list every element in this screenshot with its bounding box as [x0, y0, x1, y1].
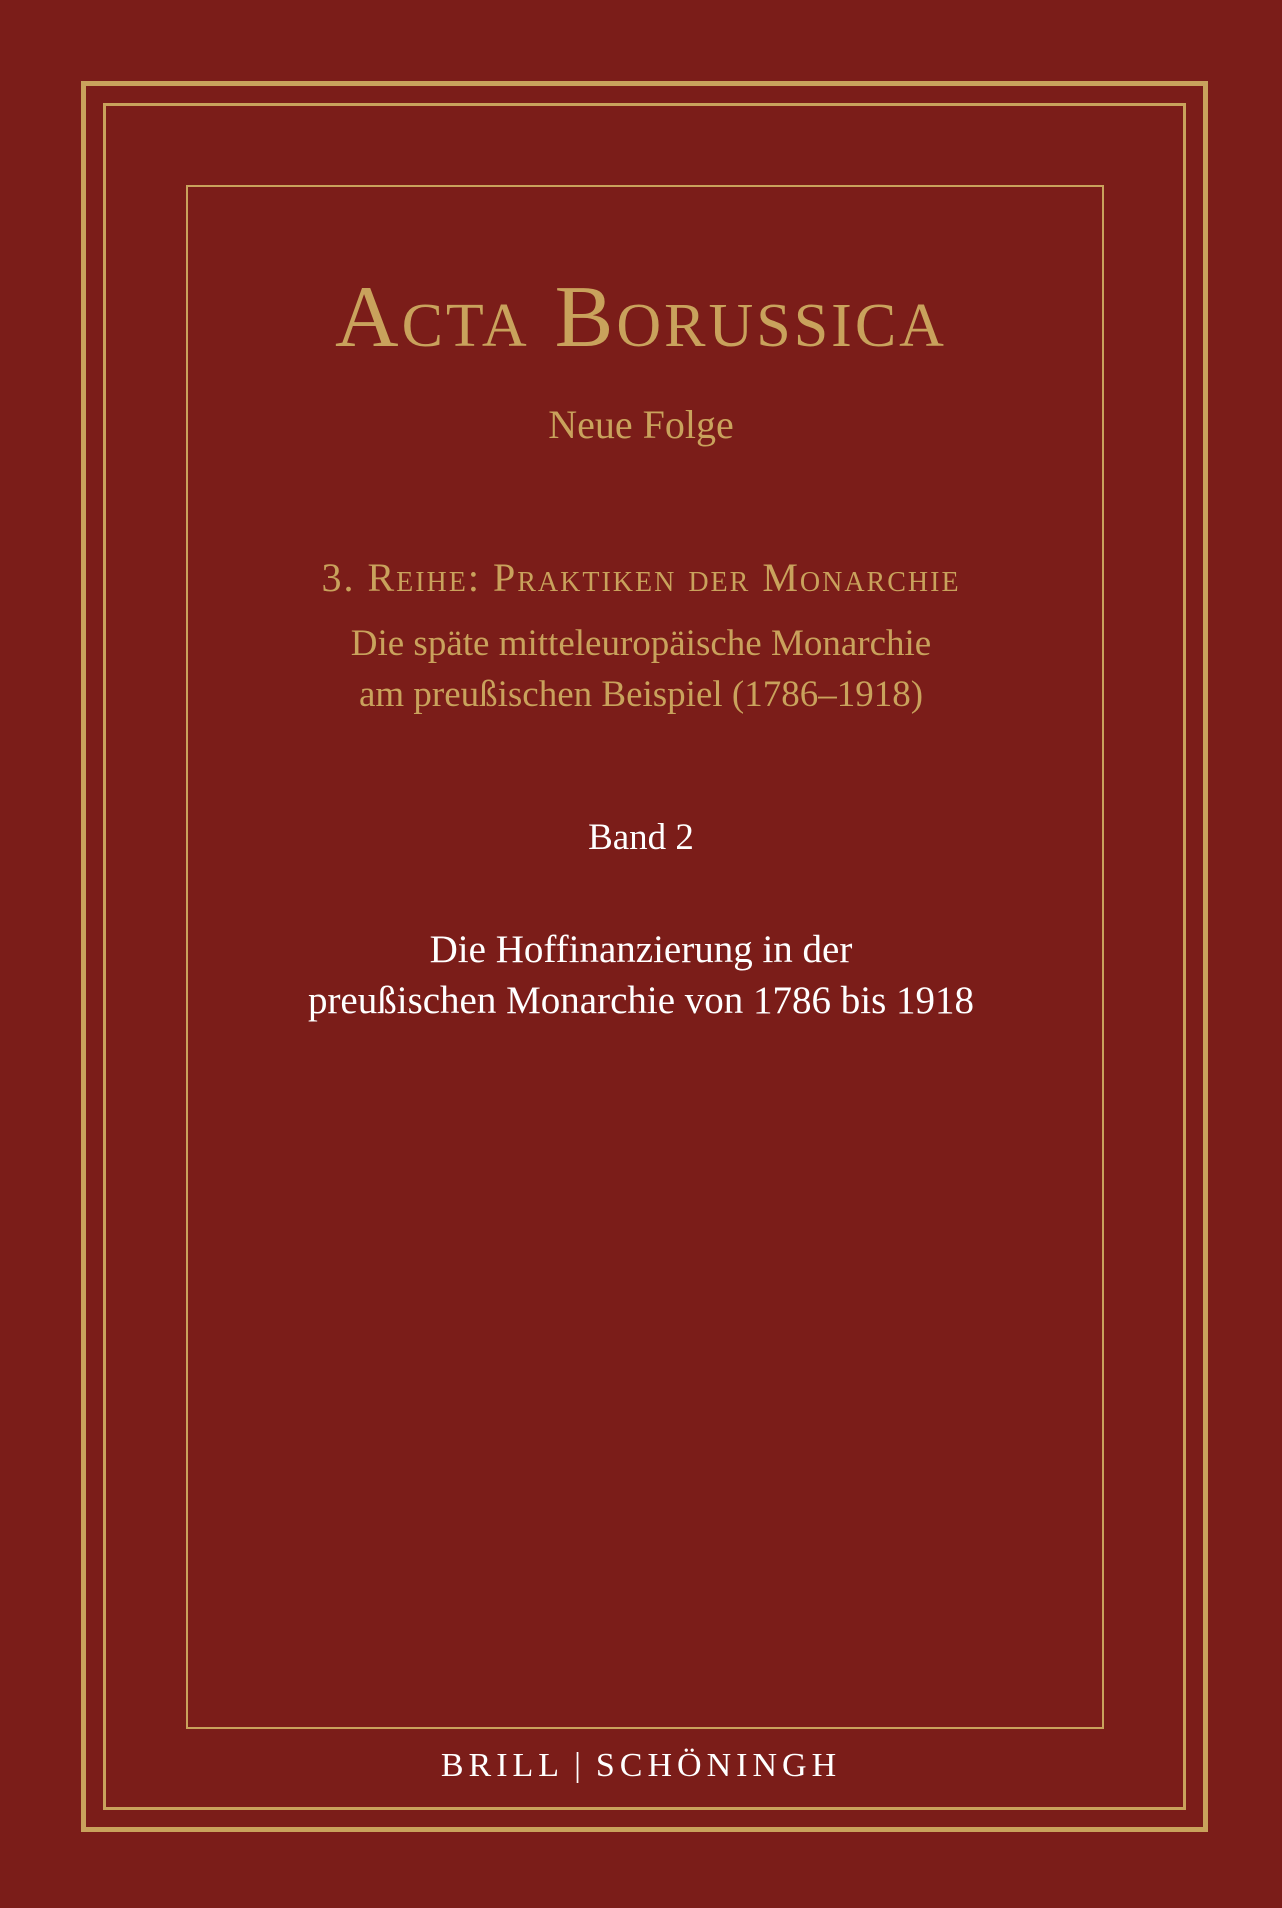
volume-number: Band 2 [588, 817, 694, 858]
row-description-line-2: am preußischen Beispiel (1786–1918) [358, 674, 924, 715]
publisher-separator: | [574, 1747, 586, 1784]
publisher [0, 1741, 1282, 1791]
publisher-schoeningh: SCHÖNINGH [595, 1747, 842, 1784]
row-title: 3. Reihe: Praktiken der Monarchie [321, 555, 961, 600]
book-title-line-1: Die Hoffinanzierung in der [429, 928, 853, 971]
row-description-line-1: Die späte mitteleuropäische Monarchie [350, 623, 932, 664]
series-title: Acta Borussica [335, 269, 947, 366]
publisher-brill: BRILL [440, 1747, 565, 1784]
series-subtitle: Neue Folge [548, 402, 734, 447]
book-title-line-2: preußischen Monarchie von 1786 bis 1918 [307, 979, 975, 1022]
